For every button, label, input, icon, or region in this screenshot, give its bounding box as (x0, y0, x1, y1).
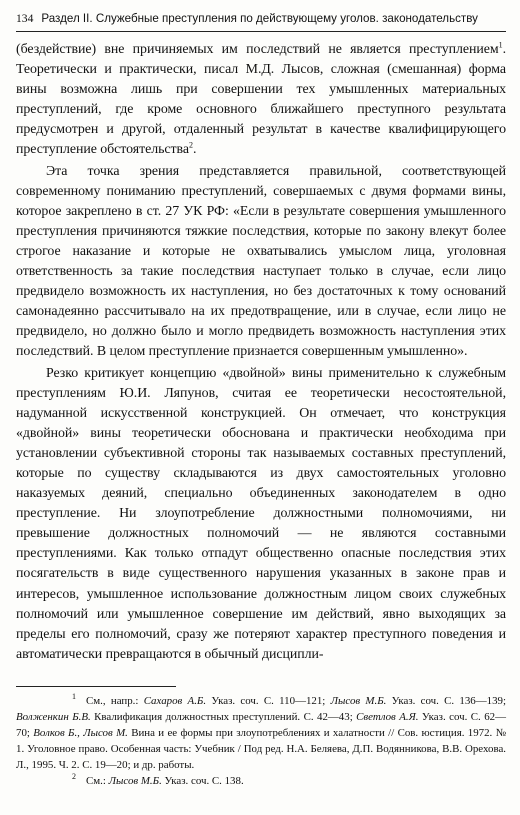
footnote-1-part: Светлов А.Я. (356, 711, 419, 723)
footnote-1-part: Указ. соч. С. 110—121; (206, 695, 331, 707)
footnote-1-part: См., напр.: (86, 695, 144, 707)
running-title: Раздел II. Служебные преступления по действующему уголов. законодательству (41, 12, 478, 25)
footnote-1-part: Волков Б., Лысов М. (33, 727, 128, 739)
footnote-1-part: Указ. соч. С. 62—70; (16, 711, 506, 739)
paragraph-3: Резко критикует концепцию «двойной» вины применительно к служебным преступлениям Ю.И. Ляпунов, считая ее теоретически несостоятельной, надуманной искусственной конструкцией. Он отмечает, что конструкция «двойной» вины теоретически обоснована и практически необходима при установлении субъективной стороны так называемых составных преступлений, которые по существу складываются из двух самостоятельных уголовно наказуемых деяний, специально объединенных законодателем в одно преступление. Ни злоупотребление должностными полномочиями, ни превышение должностных полномочий — не являются составными преступлениями. Как только отпадут общественно опасные последствия этих посягательств в виде существенного нарушения указанных в законе прав и интересов, умышленное использование должностным лицом своих служебных полномочий или умышленное совершение им действий, явно выходящих за пределы его полномочий, сразу же потеряют характер преступного поведения и автоматически превращаются в обычный дисципли- (16, 365, 506, 662)
footnote-2-part: Указ. соч. С. 138. (161, 775, 244, 787)
footnotes (16, 686, 506, 789)
footnote-1-part: Сахаров А.Б. (143, 695, 207, 707)
footnote-ref-1: 1 (498, 40, 503, 50)
footnote-1-part: Квалификация должностных преступлений. С. 42—43; (90, 711, 357, 723)
main-text (16, 40, 506, 665)
footnote-ref-2: 2 (189, 140, 193, 150)
footnote-1-part: Вина и ее формы при злоупотреблениях и халатности // Сов. юстиция. 1972. № 1. Уголовное право. Особенная часть: Учебник / Под ред. Н.А. Беляева, Д.П. Водянникова, В.В. Орехова. Л., 1995. Ч. 2. С. 19—20; и др. работы. (16, 727, 507, 771)
footnote-1-part: Волженкин Б.В. (16, 711, 91, 723)
footnote-2-part: См.: (86, 775, 109, 787)
footnote-2-part: Лысов М.Б. (108, 775, 162, 787)
footnote-1-part: Указ. соч. С. 136—139; (386, 695, 506, 707)
running-header (16, 7, 506, 32)
footnote-1-part: Лысов М.Б. (330, 695, 387, 707)
footnote-2: $^2$ См.: Лысов М.Б. Указ. соч. С. 138. (72, 772, 244, 787)
paragraph-1: (бездействие) вне причиняемых им последствий не является преступлением$^1$. Теоретически и практически, писал М.Д. Лысов, сложная (смешанная) форма вины возможна лишь при совершении тех умышленных материальных преступлений, где кроме основного ближайшего преступного результата предусмотрен и другой, отдаленный результат в качестве квалифицирующего преступление обстоятельства$^2$. (16, 40, 506, 158)
footnote-divider (16, 686, 176, 687)
paragraph-2: Эта точка зрения представляется правильной, соответствующей современному пониманию преступлений, совершаемых с двумя формами вины, которое закреплено в ст. 27 УК РФ: «Если в результате совершения умышленного преступления причиняются тяжкие последствия, которые по закону влекут более строгое наказание и которые не охватывались умыслом лица, уголовная ответственность за такие последствия наступает только в случае, если лицо предвидело возможность их наступления, но без достаточных к тому оснований самонадеянно рассчитывало на их предотвращение, или в случае, если лицо не предвидело, но должно было и могло предвидеть возможность наступления этих последствий. В целом преступление признается совершенным умышленно». (16, 163, 506, 360)
page-number: 134 (16, 12, 34, 25)
footnote-1: $^1$ См., напр.: Сахаров А.Б. Указ. соч. С. 110—121; Лысов М.Б. Указ. соч. С. 136—139; Волженкин Б.В. Квалификация должностных преступлений. С. 42—43; Светлов А.Я. Указ. соч. С. 62—70; Волков Б., Лысов М. Вина и ее формы при злоупотреблениях и халатности // Сов. юстиция. 1972. № 1. Уголовное право. Особенная часть: Учебник / Под ред. Н.А. Беляева, Д.П. Водянникова, В.В. Орехова. Л., 1995. Ч. 2. С. 19—20; и др. работы. (16, 692, 507, 771)
